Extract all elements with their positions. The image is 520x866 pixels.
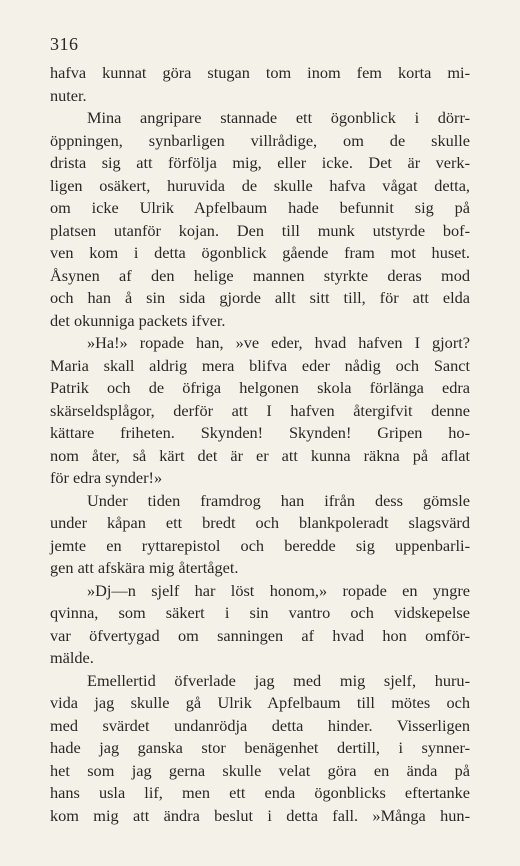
- text-line: qvinna, som säkert i sin vantro och vidskepelse: [50, 603, 470, 622]
- text-line: och han å sin sida gjorde allt sitt till, för att elda: [50, 288, 470, 307]
- text-line: »Ha!» ropade han, »ve eder, hvad hafven I gjort?: [87, 333, 470, 352]
- text-line: kom mig att ändra beslut i detta fall. »Många hun-: [50, 805, 470, 825]
- text-line: om icke Ulrik Apfelbaum hade befunnit sig på: [50, 198, 470, 217]
- text-line: drista sig att förfölja mig, eller icke. Det är verk-: [50, 153, 470, 172]
- text-line: Åsynen af den helige mannen styrkte deras mod: [50, 265, 470, 285]
- text-line: var öfvertygad om sanningen af hvad hon omför-: [50, 625, 470, 645]
- text-line: kättare friheten. Skynden! Skynden! Gripen ho-: [50, 423, 470, 442]
- text-line: ligen osäkert, huruvida de skulle hafva vågat detta,: [50, 175, 470, 195]
- text-line: ven kom i detta ögonblick gående fram mot huset.: [50, 243, 470, 262]
- page-number: 316: [50, 34, 79, 54]
- text-line: mälde.: [50, 648, 94, 667]
- text-line: Emellertid öfverlade jag med mig sjelf, huru-: [87, 670, 470, 690]
- text-line: hade jag ganska stor benägenhet dertill, i synner-: [50, 738, 470, 757]
- text-line: öppningen, synbarligen villrådige, om de skulle: [50, 130, 470, 150]
- text-line: Under tiden framdrog han ifrån dess gömsle: [87, 490, 470, 510]
- text-line: nom åter, så kärt det är er att kunna räkna på aflat: [50, 445, 470, 465]
- text-line: skärseldsplågor, derför att I hafven återgifvit denne: [50, 400, 470, 420]
- text-line: under kåpan ett bredt och blankpoleradt slagsvärd: [50, 513, 470, 532]
- text-line: nuter.: [50, 85, 87, 105]
- text-line: hans usla lif, men ett enda ögonblicks eftertanke: [50, 783, 470, 802]
- text-line: »Dj—n sjelf har löst honom,» ropade en yngre: [87, 580, 470, 600]
- text-line: gen att afskära mig återtåget.: [50, 558, 239, 577]
- text-line: vida jag skulle gå Ulrik Apfelbaum till mötes och: [50, 693, 470, 712]
- text-line: Patrik och de öfriga helgonen skola förlänga edra: [50, 378, 470, 397]
- body-text: [50, 62, 470, 827]
- text-line: för edra synder!»: [50, 468, 163, 487]
- text-line: det okunniga packets ifver.: [50, 310, 226, 330]
- text-line: hafva kunnat göra stugan tom inom fem korta mi-: [50, 63, 470, 82]
- text-line: platsen utanför kojan. Den till munk utstyrde bof-: [50, 220, 470, 240]
- text-line: Mina angripare stannade ett ögonblick i dörr-: [87, 108, 470, 127]
- text-line: jemte en ryttarepistol och beredde sig uppenbarli-: [50, 535, 470, 555]
- text-line: het som jag gerna skulle velat göra en ända på: [50, 760, 470, 780]
- text-line: med svärdet undanrödja detta hinder. Visserligen: [50, 715, 470, 735]
- text-line: Maria skall aldrig mera blifva eder nådig och Sanct: [50, 355, 470, 375]
